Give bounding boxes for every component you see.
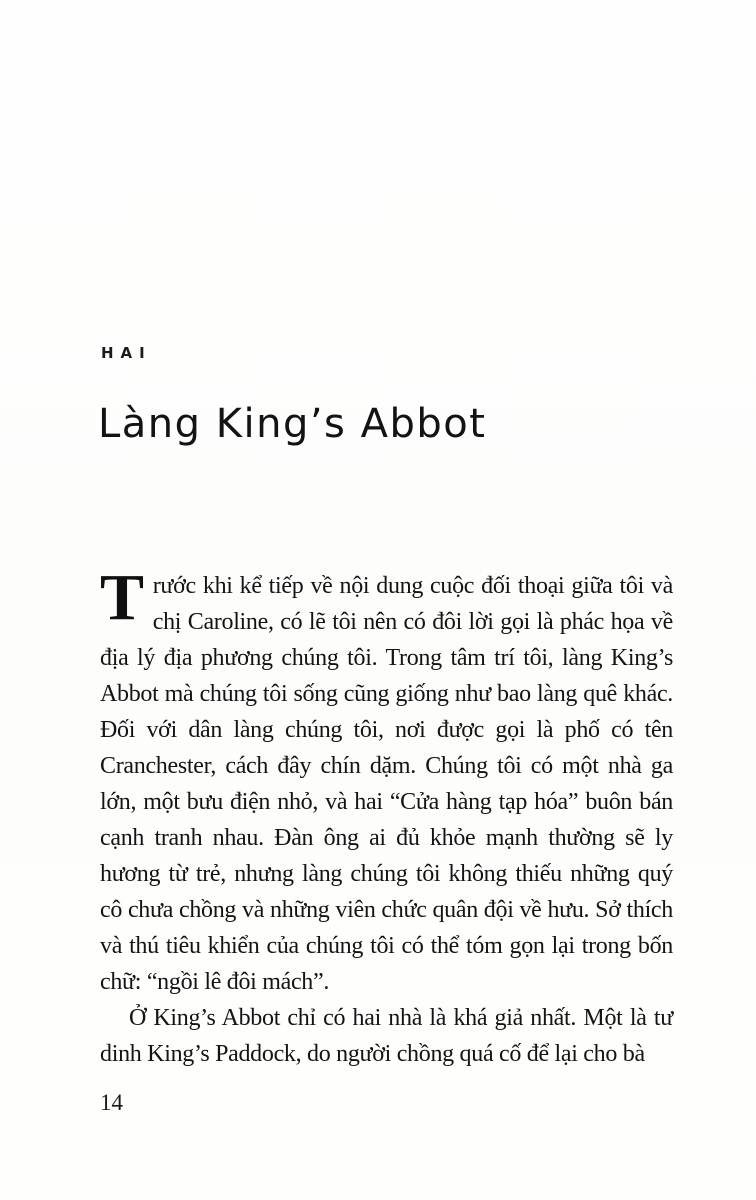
chapter-title: Làng King’s Abbot — [98, 401, 487, 447]
body-paragraph — [100, 561, 673, 1000]
page-number: 14 — [100, 1090, 123, 1115]
chapter-number-label: HAI — [101, 344, 152, 362]
drop-cap: T — [100, 561, 144, 634]
body-text — [100, 561, 673, 1072]
paragraph-text: rước khi kể tiếp về nội dung cuộc đối thoại giữa tôi và chị Caroline, có lẽ tôi nên có đôi lời gọi là phác họa về địa lý địa phương chúng tôi. Trong tâm trí tôi, làng King’s Abbot mà chúng tôi sống cũng giống như bao làng quê khác. Đối với dân làng chúng tôi, nơi được gọi là phố có tên Cranchester, cách đây chín dặm. Chúng tôi có một nhà ga lớn, một bưu điện nhỏ, và hai “Cửa hàng tạp hóa” buôn bán cạnh tranh nhau. Đàn ông ai đủ khỏe mạnh thường sẽ ly hương từ trẻ, nhưng làng chúng tôi không thiếu những quý cô chưa chồng và những viên chức quân đội về hưu. Sở thích và thú tiêu khiển của chúng tôi có thể tóm gọn lại trong bốn chữ: “ngồi lê đôi mách”. — [100, 573, 673, 995]
body-paragraph: Ở King’s Abbot chỉ có hai nhà là khá giả nhất. Một là tư dinh King’s Paddock, do người chồng quá cố để lại cho bà — [100, 1005, 673, 1067]
